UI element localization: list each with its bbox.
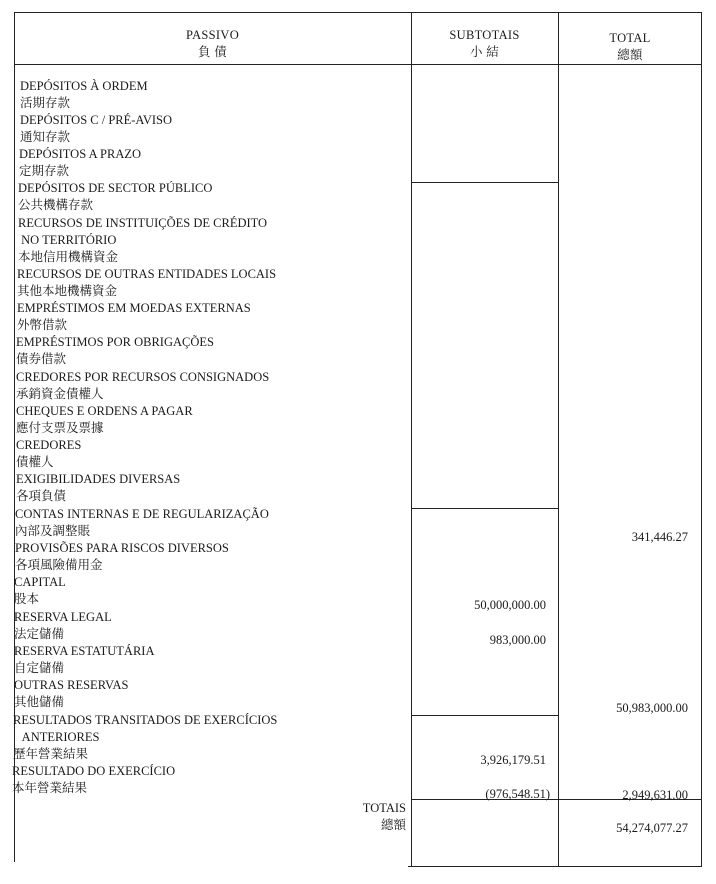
row-label-pt: RECURSOS DE INSTITUIÇÕES DE CRÉDITO bbox=[18, 216, 268, 230]
row-contas-internas bbox=[15, 506, 269, 540]
row-label-pt: DEPÓSITOS A PRAZO bbox=[19, 147, 142, 161]
row-resultados-transitados bbox=[13, 712, 277, 763]
header-total-zh: 總額 bbox=[617, 48, 643, 62]
header-subtotais-zh: 小 結 bbox=[469, 45, 500, 59]
table-right-border bbox=[701, 12, 702, 867]
row-reserva-legal bbox=[14, 609, 112, 643]
row-reserva-estatutaria bbox=[14, 643, 155, 677]
row-label-pt: DEPÓSITOS À ORDEM bbox=[20, 79, 148, 93]
header-subtotais bbox=[411, 27, 558, 61]
row-emprestimos-obrigacoes bbox=[16, 334, 214, 368]
total-resultados-value: 2,949,631.00 bbox=[622, 788, 688, 802]
row-depositos-sector-publico bbox=[18, 180, 212, 214]
group-separator-3 bbox=[411, 715, 558, 716]
total-contas-internas-value: 341,446.27 bbox=[631, 530, 688, 544]
row-label-zh: 活期存款 bbox=[20, 96, 71, 110]
subtotal-reserva-legal-value: 983,000.00 bbox=[489, 633, 546, 647]
subtotal-resultados-transitados-value: 3,926,179.51 bbox=[480, 753, 546, 767]
row-label-zh: 本地信用機構資金 bbox=[18, 250, 119, 264]
row-depositos-pre-aviso bbox=[20, 112, 172, 146]
row-label-pt: CAPITAL bbox=[14, 575, 66, 589]
header-passivo bbox=[14, 27, 411, 61]
column-divider-subtotais bbox=[411, 12, 412, 867]
row-label-zh: 其他本地機構資金 bbox=[17, 284, 118, 298]
column-divider-total bbox=[558, 12, 559, 867]
header-total-pt: TOTAL bbox=[609, 31, 651, 45]
totais-label-pt: TOTAIS bbox=[362, 801, 406, 815]
row-label-zh: 自定儲備 bbox=[14, 661, 65, 675]
row-label-pt: CREDORES bbox=[16, 438, 82, 452]
row-label-pt: RESERVA LEGAL bbox=[14, 610, 112, 624]
row-label-zh: 承銷資金債權人 bbox=[16, 387, 104, 401]
row-label-zh: 法定儲備 bbox=[14, 627, 65, 641]
row-label-pt: RECURSOS DE OUTRAS ENTIDADES LOCAIS bbox=[17, 267, 277, 281]
row-label-pt: EMPRÉSTIMOS POR OBRIGAÇÕES bbox=[16, 335, 214, 349]
row-label-pt-cont: NO TERRITÓRIO bbox=[18, 233, 117, 247]
row-label-zh: 公共機構存款 bbox=[18, 198, 94, 212]
totais-label bbox=[314, 800, 406, 834]
row-label-pt: RESULTADOS TRANSITADOS DE EXERCÍCIOS bbox=[13, 713, 278, 727]
row-label-pt: CREDORES POR RECURSOS CONSIGNADOS bbox=[16, 370, 270, 384]
row-cheques-ordens bbox=[16, 403, 193, 437]
row-exigibilidades bbox=[16, 471, 180, 505]
row-label-pt: RESULTADO DO EXERCÍCIO bbox=[12, 764, 176, 778]
total-geral-value: 54,274,077.27 bbox=[616, 821, 688, 835]
row-credores bbox=[16, 437, 81, 471]
subtotal-capital-value: 50,000,000.00 bbox=[474, 598, 546, 612]
row-emprestimos-moedas bbox=[17, 300, 251, 334]
group-separator-1 bbox=[411, 182, 558, 183]
row-resultado-exercicio bbox=[12, 763, 175, 797]
row-label-pt: DEPÓSITOS C / PRÉ-AVISO bbox=[20, 113, 173, 127]
table-bottom-border bbox=[408, 866, 702, 867]
row-label-pt: CONTAS INTERNAS E DE REGULARIZAÇÃO bbox=[15, 507, 269, 521]
header-separator bbox=[14, 64, 702, 65]
row-label-pt: CHEQUES E ORDENS A PAGAR bbox=[16, 404, 193, 418]
row-label-zh: 應付支票及票據 bbox=[16, 421, 104, 435]
row-capital bbox=[14, 574, 66, 608]
row-recursos-outras-entidades bbox=[17, 266, 276, 300]
row-label-pt: DEPÓSITOS DE SECTOR PÚBLICO bbox=[18, 181, 213, 195]
row-label-zh: 通知存款 bbox=[20, 130, 71, 144]
row-label-pt: PROVISÕES PARA RISCOS DIVERSOS bbox=[15, 541, 229, 555]
row-label-zh: 內部及調整賬 bbox=[15, 524, 91, 538]
row-label-zh: 歷年營業結果 bbox=[13, 747, 89, 761]
row-label-zh: 各項負債 bbox=[16, 489, 67, 503]
row-label-pt: EXIGIBILIDADES DIVERSAS bbox=[16, 472, 181, 486]
header-subtotais-pt: SUBTOTAIS bbox=[449, 28, 520, 42]
header-passivo-zh: 負 債 bbox=[197, 45, 228, 59]
row-label-zh: 其他儲備 bbox=[14, 695, 65, 709]
row-label-zh: 各項風險備用金 bbox=[15, 558, 103, 572]
table-top-border bbox=[14, 12, 702, 13]
total-reservas-value: 50,983,000.00 bbox=[616, 701, 688, 715]
row-label-pt: RESERVA ESTATUTÁRIA bbox=[14, 644, 155, 658]
row-credores-recursos-consignados bbox=[16, 369, 269, 403]
row-label-zh: 外幣借款 bbox=[17, 318, 68, 332]
row-label-pt: EMPRÉSTIMOS EM MOEDAS EXTERNAS bbox=[17, 301, 251, 315]
row-recursos-instituicoes bbox=[18, 215, 267, 266]
row-label-pt: OUTRAS RESERVAS bbox=[14, 678, 129, 692]
row-depositos-prazo bbox=[19, 146, 141, 180]
header-total bbox=[558, 30, 702, 64]
row-provisoes bbox=[15, 540, 229, 574]
row-label-zh: 定期存款 bbox=[19, 164, 70, 178]
row-label-zh: 債券借款 bbox=[16, 352, 67, 366]
row-outras-reservas bbox=[14, 677, 128, 711]
header-passivo-pt: PASSIVO bbox=[185, 28, 240, 42]
group-separator-2 bbox=[411, 508, 558, 509]
row-label-zh: 股本 bbox=[14, 592, 40, 606]
subtotal-resultado-exercicio-value: (976,548.51) bbox=[485, 787, 550, 801]
balance-sheet-table bbox=[14, 12, 702, 872]
row-label-zh: 債權人 bbox=[16, 455, 54, 469]
totais-label-zh: 總額 bbox=[380, 818, 406, 832]
row-depositos-ordem bbox=[20, 78, 148, 112]
row-label-zh: 本年營業結果 bbox=[12, 781, 88, 795]
row-label-pt-cont: ANTERIORES bbox=[13, 730, 100, 744]
